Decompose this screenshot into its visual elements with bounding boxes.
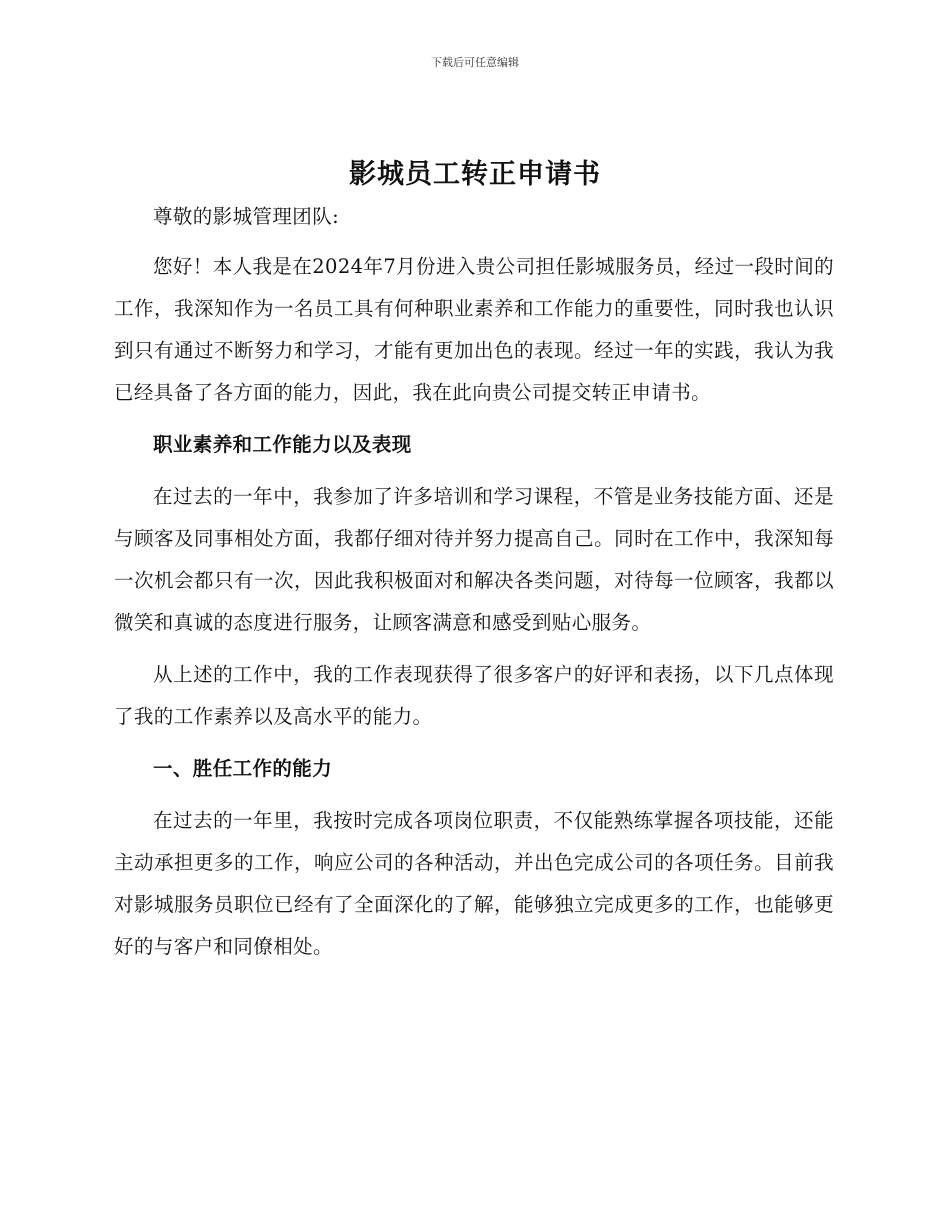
paragraph-performance: 从上述的工作中，我的工作表现获得了很多客户的好评和表扬，以下几点体现了我的工作素养以及高水平的能力。 [114,663,834,728]
paragraph-competence: 在过去的一年里，我按时完成各项岗位职责，不仅能熟练掌握各项技能，还能主动承担更多的工作，响应公司的各种活动，并出色完成公司的各项任务。目前我对影城服务员职位已经有了全面深化的了解，能够独立完成更多的工作，也能够更好的与客户和同僚相处。 [114,809,834,958]
section-heading-competence: 一、胜任工作的能力 [153,757,333,780]
paragraph-training: 在过去的一年中，我参加了许多培训和学习课程，不管是业务技能方面、还是与顾客及同事相处方面，我都仔细对待并努力提高自己。同时在工作中，我深知每一次机会都只有一次，因此我积极面对和解决各类问题，对待每一位顾客，我都以微笑和真诚的态度进行服务，让顾客满意和感受到贴心服务。 [114,485,834,634]
header-note: 下载后可任意编辑 [431,56,519,69]
document-title: 影城员工转正申请书 [349,159,601,190]
document-body [114,196,834,978]
salutation: 尊敬的影城管理团队: [153,205,340,228]
section-heading-professionalism: 职业素养和工作能力以及表现 [153,433,412,456]
intro-paragraph: 您好！本人我是在2024年7月份进入贵公司担任影城服务员，经过一段时间的工作，我深知作为一名员工具有何种职业素养和工作能力的重要性，同时我也认识到只有通过不断努力和学习，才能有更加出色的表现。经过一年的实践，我认为我已经具备了各方面的能力，因此，我在此向贵公司提交转正申请书。 [114,255,834,404]
